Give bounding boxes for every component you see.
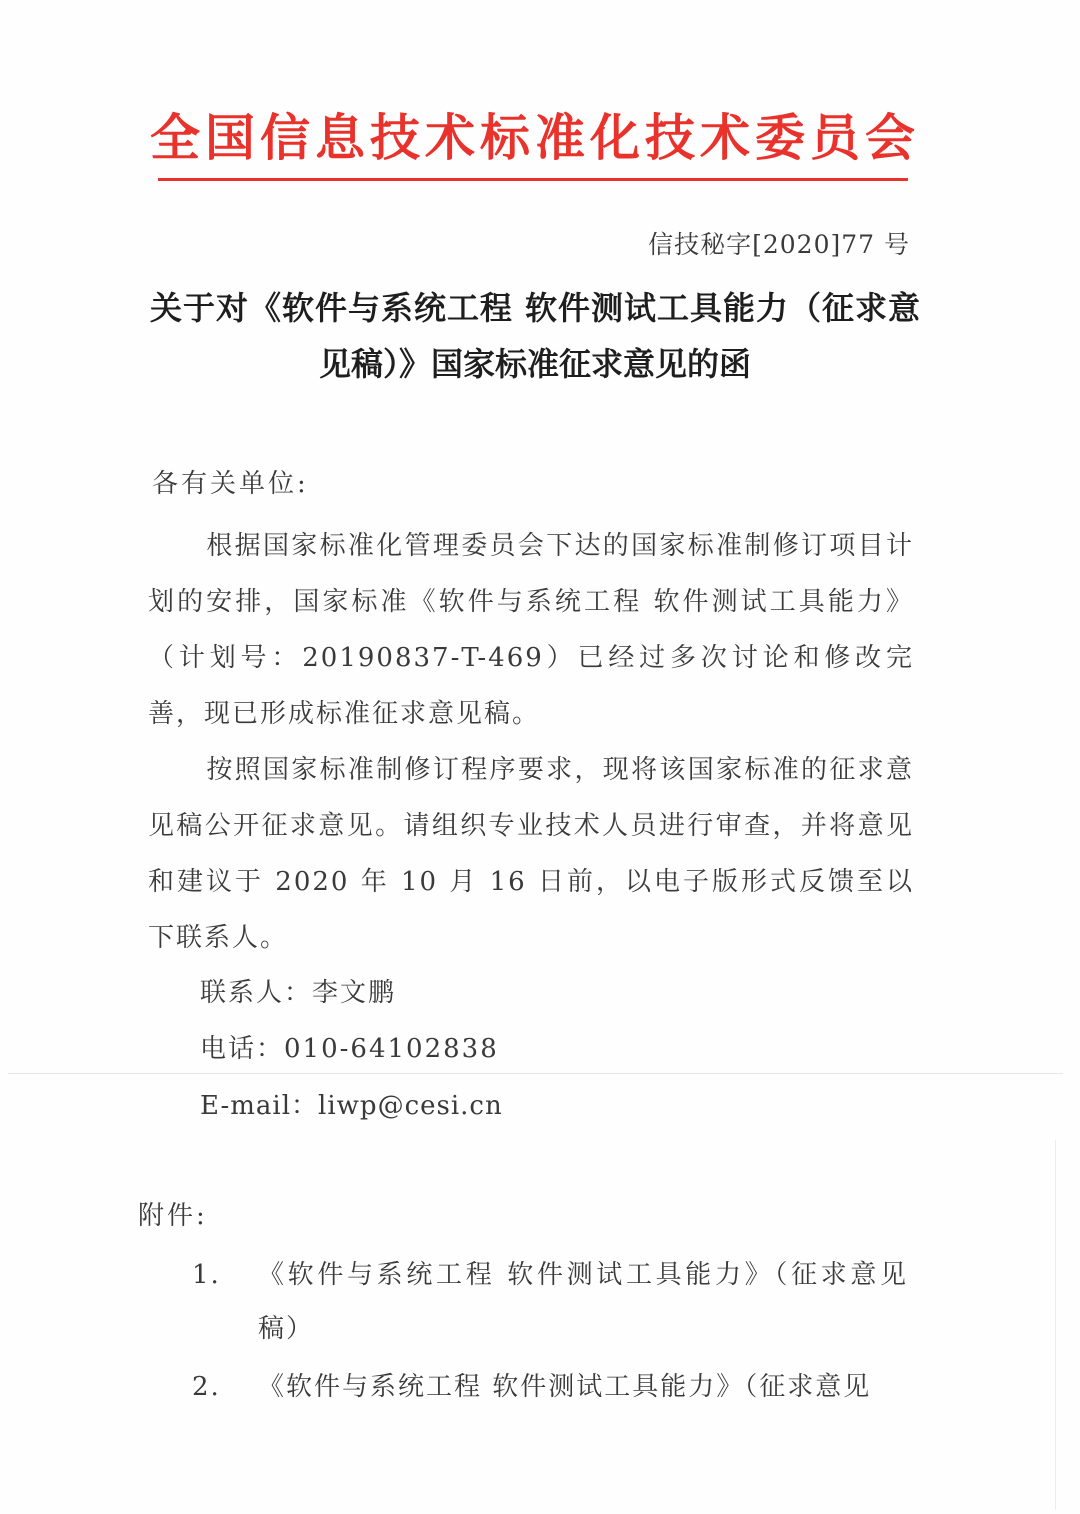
body-paragraph-2: [148, 742, 914, 966]
attachment-number: 2.: [192, 1372, 221, 1402]
attachments-heading: 附件:: [138, 1201, 208, 1231]
document-title-line-1: 关于对《软件与系统工程 软件测试工具能力（征求意: [150, 289, 920, 327]
contact-email: E-mail：liwp@cesi.cn: [200, 1091, 503, 1121]
scan-edge-line: [1055, 1140, 1056, 1510]
contact-phone: 电话：010-64102838: [200, 1034, 499, 1064]
attachment-item: [138, 1360, 908, 1414]
salutation: 各有关单位:: [152, 469, 309, 499]
body-paragraph-2-text: 按照国家标准制修订程序要求，现将该国家标准的征求意见稿公开征求意见。请组织专业技术人员进行审查，并将意见和建议于 2020 年 10 月 16 日前，以电子版形式反馈至以下联系人。: [148, 755, 914, 953]
document-title-line-2: 见稿）》国家标准征求意见的函: [318, 345, 751, 383]
page-fold-line: [8, 1073, 1063, 1074]
attachment-text: 《软件与系统工程 软件测试工具能力》（征求意见稿）: [258, 1260, 908, 1344]
org-letterhead-title: 全国信息技术标准化技术委员会: [150, 108, 920, 167]
contact-person: 联系人：李文鹏: [200, 978, 397, 1008]
body-paragraph-1-text: 根据国家标准化管理委员会下达的国家标准制修订项目计划的安排，国家标准《软件与系统工程 软件测试工具能力》（计划号：20190837-T-469）已经过多次讨论和修改完善，现已形成标准征求意见稿。: [148, 531, 914, 729]
attachment-number: 1.: [192, 1260, 221, 1290]
body-paragraph-1: [148, 518, 914, 742]
document-title: [150, 280, 920, 392]
letterhead-red-rule: [158, 178, 908, 181]
document-number: 信技秘字[2020]77 号: [648, 230, 910, 259]
attachment-text: 《软件与系统工程 软件测试工具能力》（征求意见: [258, 1372, 872, 1402]
attachment-item: [138, 1248, 908, 1356]
